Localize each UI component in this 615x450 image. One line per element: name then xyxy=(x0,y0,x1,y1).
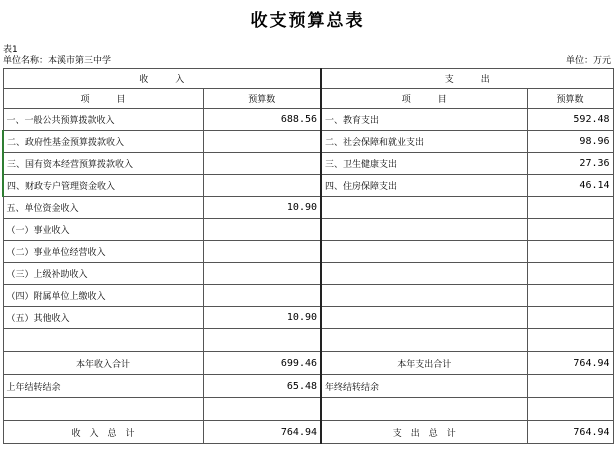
income-value[interactable] xyxy=(203,175,321,197)
expense-item[interactable]: 三、卫生健康支出 xyxy=(321,153,527,175)
table-row xyxy=(3,241,613,263)
income-value[interactable] xyxy=(203,285,321,307)
expense-total-value[interactable]: 764.94 xyxy=(527,421,613,444)
expense-item[interactable] xyxy=(321,263,527,285)
expense-carry-value[interactable] xyxy=(527,375,613,398)
expense-subtotal-label[interactable]: 本年支出合计 xyxy=(321,352,527,375)
expense-item[interactable] xyxy=(321,197,527,219)
table-cell[interactable] xyxy=(3,329,203,352)
section-income[interactable]: 收 入 xyxy=(3,69,321,89)
income-item[interactable]: （五）其他收入 xyxy=(3,307,203,329)
page-title: 收支预算总表 xyxy=(250,11,365,31)
budget-table-wrapper xyxy=(2,68,612,444)
income-total-label[interactable]: 收 入 总 计 xyxy=(3,421,203,444)
income-item[interactable]: （二）事业单位经营收入 xyxy=(3,241,203,263)
expense-value[interactable] xyxy=(527,285,613,307)
income-carry-value[interactable]: 65.48 xyxy=(203,375,321,398)
total-row xyxy=(3,421,613,444)
table-row xyxy=(3,197,613,219)
unit-name: 单位名称：本溪市第三中学 xyxy=(3,56,112,66)
spacer-row xyxy=(3,329,613,352)
income-item[interactable]: （三）上级补助收入 xyxy=(3,263,203,285)
unit-label: 单位：万元 xyxy=(565,56,611,66)
income-value[interactable] xyxy=(203,241,321,263)
table-cell[interactable] xyxy=(527,398,613,421)
table-row xyxy=(3,131,613,153)
expense-value[interactable]: 98.96 xyxy=(527,131,613,153)
expense-budget-header[interactable]: 预算数 xyxy=(527,89,613,109)
income-item[interactable]: 四、财政专户管理资金收入 xyxy=(3,175,203,197)
table-row xyxy=(3,153,613,175)
expense-subtotal-value[interactable]: 764.94 xyxy=(527,352,613,375)
income-item[interactable]: 二、政府性基金预算拨款收入 xyxy=(3,131,203,153)
income-value[interactable] xyxy=(203,219,321,241)
expense-item[interactable] xyxy=(321,241,527,263)
expense-value[interactable] xyxy=(527,307,613,329)
income-item-header[interactable]: 项 目 xyxy=(3,89,203,109)
income-item[interactable]: （四）附属单位上缴收入 xyxy=(3,285,203,307)
expense-total-label[interactable]: 支 出 总 计 xyxy=(321,421,527,444)
expense-value[interactable]: 46.14 xyxy=(527,175,613,197)
expense-item[interactable]: 四、住房保障支出 xyxy=(321,175,527,197)
section-header-row xyxy=(3,69,613,89)
table-cell[interactable] xyxy=(203,398,321,421)
income-value[interactable]: 688.56 xyxy=(203,109,321,131)
income-value[interactable] xyxy=(203,153,321,175)
income-subtotal-label[interactable]: 本年收入合计 xyxy=(3,352,203,375)
table-row xyxy=(3,109,613,131)
table-row xyxy=(3,307,613,329)
expense-value[interactable] xyxy=(527,219,613,241)
income-value[interactable] xyxy=(203,131,321,153)
expense-value[interactable] xyxy=(527,241,613,263)
expense-value[interactable] xyxy=(527,263,613,285)
table-row xyxy=(3,263,613,285)
table-cell[interactable] xyxy=(527,329,613,352)
table-cell[interactable] xyxy=(3,398,203,421)
expense-item[interactable] xyxy=(321,219,527,241)
column-header-row xyxy=(3,89,613,109)
income-value[interactable]: 10.90 xyxy=(203,197,321,219)
income-value[interactable]: 10.90 xyxy=(203,307,321,329)
table-cell[interactable] xyxy=(321,398,527,421)
expense-item[interactable] xyxy=(321,307,527,329)
income-value[interactable] xyxy=(203,263,321,285)
expense-value[interactable]: 592.48 xyxy=(527,109,613,131)
income-budget-header[interactable]: 预算数 xyxy=(203,89,321,109)
table-id: 表1 xyxy=(3,45,18,55)
section-expense[interactable]: 支 出 xyxy=(321,69,613,89)
table-row xyxy=(3,285,613,307)
income-item[interactable]: 三、国有资本经营预算拨款收入 xyxy=(3,153,203,175)
expense-value[interactable] xyxy=(527,197,613,219)
subtotal-row xyxy=(3,352,613,375)
expense-carry-label[interactable]: 年终结转结余 xyxy=(321,375,527,398)
income-carry-label[interactable]: 上年结转结余 xyxy=(3,375,203,398)
income-item[interactable]: 一、一般公共预算拨款收入 xyxy=(3,109,203,131)
spacer-row xyxy=(3,398,613,421)
income-total-value[interactable]: 764.94 xyxy=(203,421,321,444)
table-row xyxy=(3,175,613,197)
expense-item[interactable] xyxy=(321,285,527,307)
expense-item[interactable]: 二、社会保障和就业支出 xyxy=(321,131,527,153)
table-cell[interactable] xyxy=(203,329,321,352)
expense-value[interactable]: 27.36 xyxy=(527,153,613,175)
income-item[interactable]: 五、单位资金收入 xyxy=(3,197,203,219)
income-item[interactable]: （一）事业收入 xyxy=(3,219,203,241)
carry-row xyxy=(3,375,613,398)
table-row xyxy=(3,219,613,241)
income-subtotal-value[interactable]: 699.46 xyxy=(203,352,321,375)
expense-item-header[interactable]: 项 目 xyxy=(321,89,527,109)
budget-table xyxy=(2,68,614,444)
table-cell[interactable] xyxy=(321,329,527,352)
expense-item[interactable]: 一、教育支出 xyxy=(321,109,527,131)
